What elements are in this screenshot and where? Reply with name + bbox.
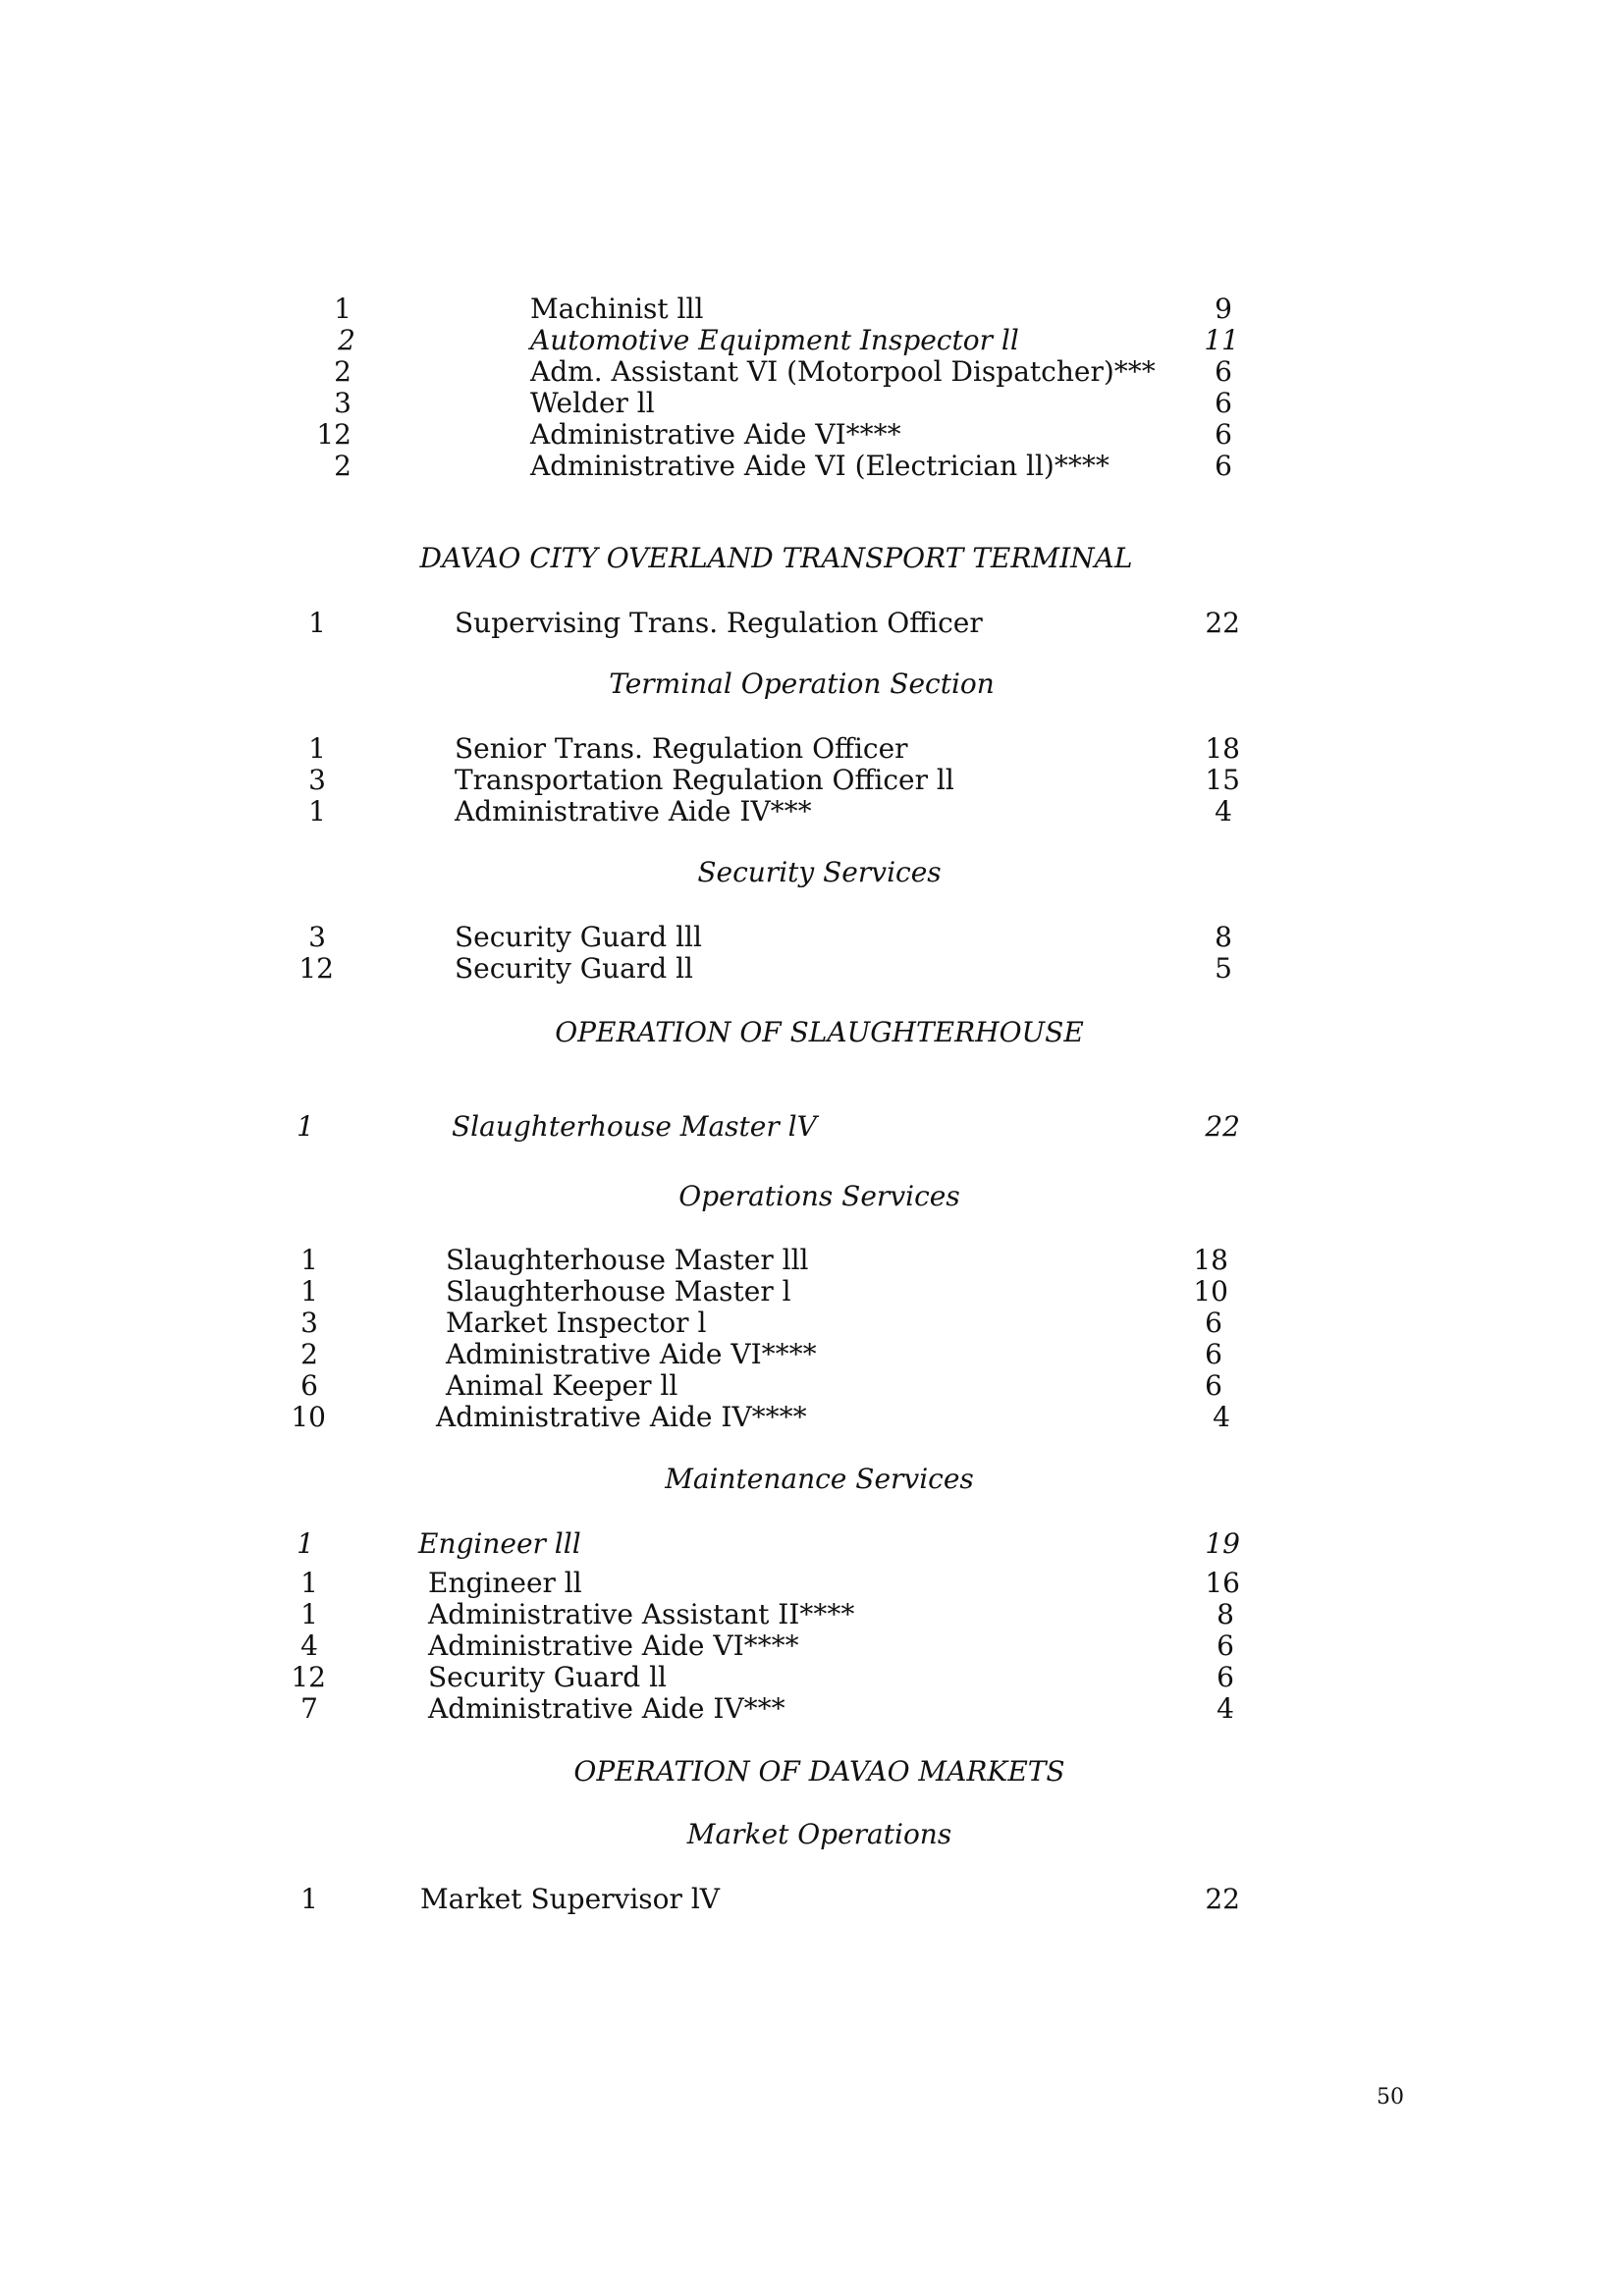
salary-grade: 6 (1205, 1338, 1222, 1370)
position-title: Supervising Trans. Regulation Officer (455, 607, 983, 639)
position-title: Welder ll (530, 387, 655, 419)
position-count: 3 (308, 764, 326, 796)
position-title: Engineer ll (428, 1567, 582, 1599)
table-row (0, 732, 1623, 766)
section-heading: DAVAO CITY OVERLAND TRANSPORT TERMINAL (419, 542, 1133, 574)
salary-grade: 18 (1193, 1244, 1228, 1276)
position-count: 1 (308, 795, 326, 828)
table-row (0, 1598, 1623, 1631)
salary-grade: 15 (1205, 764, 1240, 796)
position-count: 7 (300, 1692, 318, 1725)
position-count: 1 (300, 1567, 318, 1599)
salary-grade: 22 (1205, 1883, 1240, 1915)
position-title: Administrative Aide VI**** (446, 1338, 817, 1370)
salary-grade: 6 (1205, 1369, 1222, 1402)
position-title: Animal Keeper ll (446, 1369, 678, 1402)
table-row (0, 450, 1623, 483)
salary-grade: 22 (1205, 607, 1240, 639)
salary-grade: 5 (1215, 952, 1232, 985)
table-row (0, 1244, 1623, 1277)
position-title: Administrative Aide IV**** (436, 1401, 807, 1433)
position-count: 2 (334, 355, 352, 388)
position-title: Security Guard lll (455, 921, 702, 953)
position-count: 1 (300, 1598, 318, 1630)
position-title: Administrative Assistant II**** (428, 1598, 855, 1630)
position-title: Transportation Regulation Officer ll (455, 764, 954, 796)
position-title: Senior Trans. Regulation Officer (455, 732, 908, 765)
position-count: 1 (334, 293, 352, 325)
position-count: 3 (308, 921, 326, 953)
position-count: 2 (300, 1338, 318, 1370)
position-count: 3 (334, 387, 352, 419)
section-heading: OPERATION OF DAVAO MARKETS (573, 1755, 1065, 1788)
salary-grade: 6 (1215, 418, 1232, 451)
salary-grade: 8 (1215, 921, 1232, 953)
salary-grade: 6 (1215, 387, 1232, 419)
position-count: 1 (297, 1110, 314, 1143)
position-count: 2 (338, 324, 355, 356)
section-heading: Market Operations (686, 1818, 952, 1850)
section-heading: Operations Services (678, 1180, 960, 1212)
position-count: 1 (300, 1883, 318, 1915)
position-title: Security Guard ll (455, 952, 693, 985)
salary-grade: 6 (1217, 1661, 1234, 1693)
position-title: Slaughterhouse Master lV (452, 1110, 817, 1143)
table-row (0, 387, 1623, 420)
position-count: 1 (300, 1275, 318, 1308)
table-row (0, 1883, 1623, 1916)
table-row (0, 355, 1623, 389)
table-row (0, 1401, 1623, 1434)
table-row (0, 1692, 1623, 1726)
position-title: Slaughterhouse Master l (446, 1275, 791, 1308)
table-row (0, 293, 1623, 326)
salary-grade: 10 (1193, 1275, 1228, 1308)
position-title: Administrative Aide IV*** (428, 1692, 785, 1725)
table-row (0, 921, 1623, 954)
section-heading: Security Services (697, 856, 942, 888)
position-title: Adm. Assistant VI (Motorpool Dispatcher)*** (530, 355, 1156, 388)
position-count: 10 (291, 1401, 326, 1433)
salary-grade: 9 (1215, 293, 1232, 325)
position-title: Automotive Equipment Inspector ll (530, 324, 1019, 356)
salary-grade: 4 (1215, 795, 1232, 828)
salary-grade: 4 (1213, 1401, 1230, 1433)
position-title: Administrative Aide IV*** (455, 795, 812, 828)
table-row (0, 418, 1623, 452)
salary-grade: 19 (1205, 1527, 1240, 1560)
position-title: Engineer lll (418, 1527, 581, 1560)
position-count: 12 (316, 418, 352, 451)
table-row (0, 1629, 1623, 1663)
position-count: 4 (300, 1629, 318, 1662)
table-row (0, 607, 1623, 640)
table-row (0, 1110, 1623, 1144)
position-title: Slaughterhouse Master lll (446, 1244, 809, 1276)
position-count: 12 (291, 1661, 326, 1693)
position-title: Administrative Aide VI**** (428, 1629, 799, 1662)
position-title: Administrative Aide VI (Electrician ll)**** (530, 450, 1109, 482)
position-count: 1 (308, 607, 326, 639)
table-row (0, 764, 1623, 797)
table-row (0, 1567, 1623, 1600)
position-count: 3 (300, 1307, 318, 1339)
salary-grade: 16 (1205, 1567, 1240, 1599)
position-count: 1 (308, 732, 326, 765)
salary-grade: 18 (1205, 732, 1240, 765)
salary-grade: 11 (1204, 324, 1239, 356)
table-row (0, 1661, 1623, 1694)
position-title: Security Guard ll (428, 1661, 667, 1693)
position-count: 6 (300, 1369, 318, 1402)
position-count: 2 (334, 450, 352, 482)
salary-grade: 22 (1205, 1110, 1240, 1143)
table-row (0, 1275, 1623, 1308)
salary-grade: 8 (1217, 1598, 1234, 1630)
position-count: 12 (298, 952, 334, 985)
position-title: Machinist lll (530, 293, 704, 325)
position-count: 1 (297, 1527, 314, 1560)
table-row (0, 1369, 1623, 1403)
position-count: 1 (300, 1244, 318, 1276)
section-heading: Maintenance Services (665, 1463, 974, 1495)
table-row (0, 1338, 1623, 1371)
salary-grade: 6 (1215, 450, 1232, 482)
salary-grade: 6 (1217, 1629, 1234, 1662)
salary-grade: 6 (1215, 355, 1232, 388)
position-title: Administrative Aide VI**** (530, 418, 901, 451)
section-heading: Terminal Operation Section (609, 667, 995, 700)
table-row (0, 1527, 1623, 1561)
page-number: 50 (1377, 2085, 1404, 2109)
section-heading: OPERATION OF SLAUGHTERHOUSE (555, 1016, 1084, 1048)
table-row (0, 324, 1623, 357)
table-row (0, 952, 1623, 986)
table-row (0, 795, 1623, 828)
table-row (0, 1307, 1623, 1340)
position-title: Market Supervisor lV (420, 1883, 720, 1915)
salary-grade: 6 (1205, 1307, 1222, 1339)
salary-grade: 4 (1217, 1692, 1234, 1725)
position-title: Market Inspector l (446, 1307, 707, 1339)
